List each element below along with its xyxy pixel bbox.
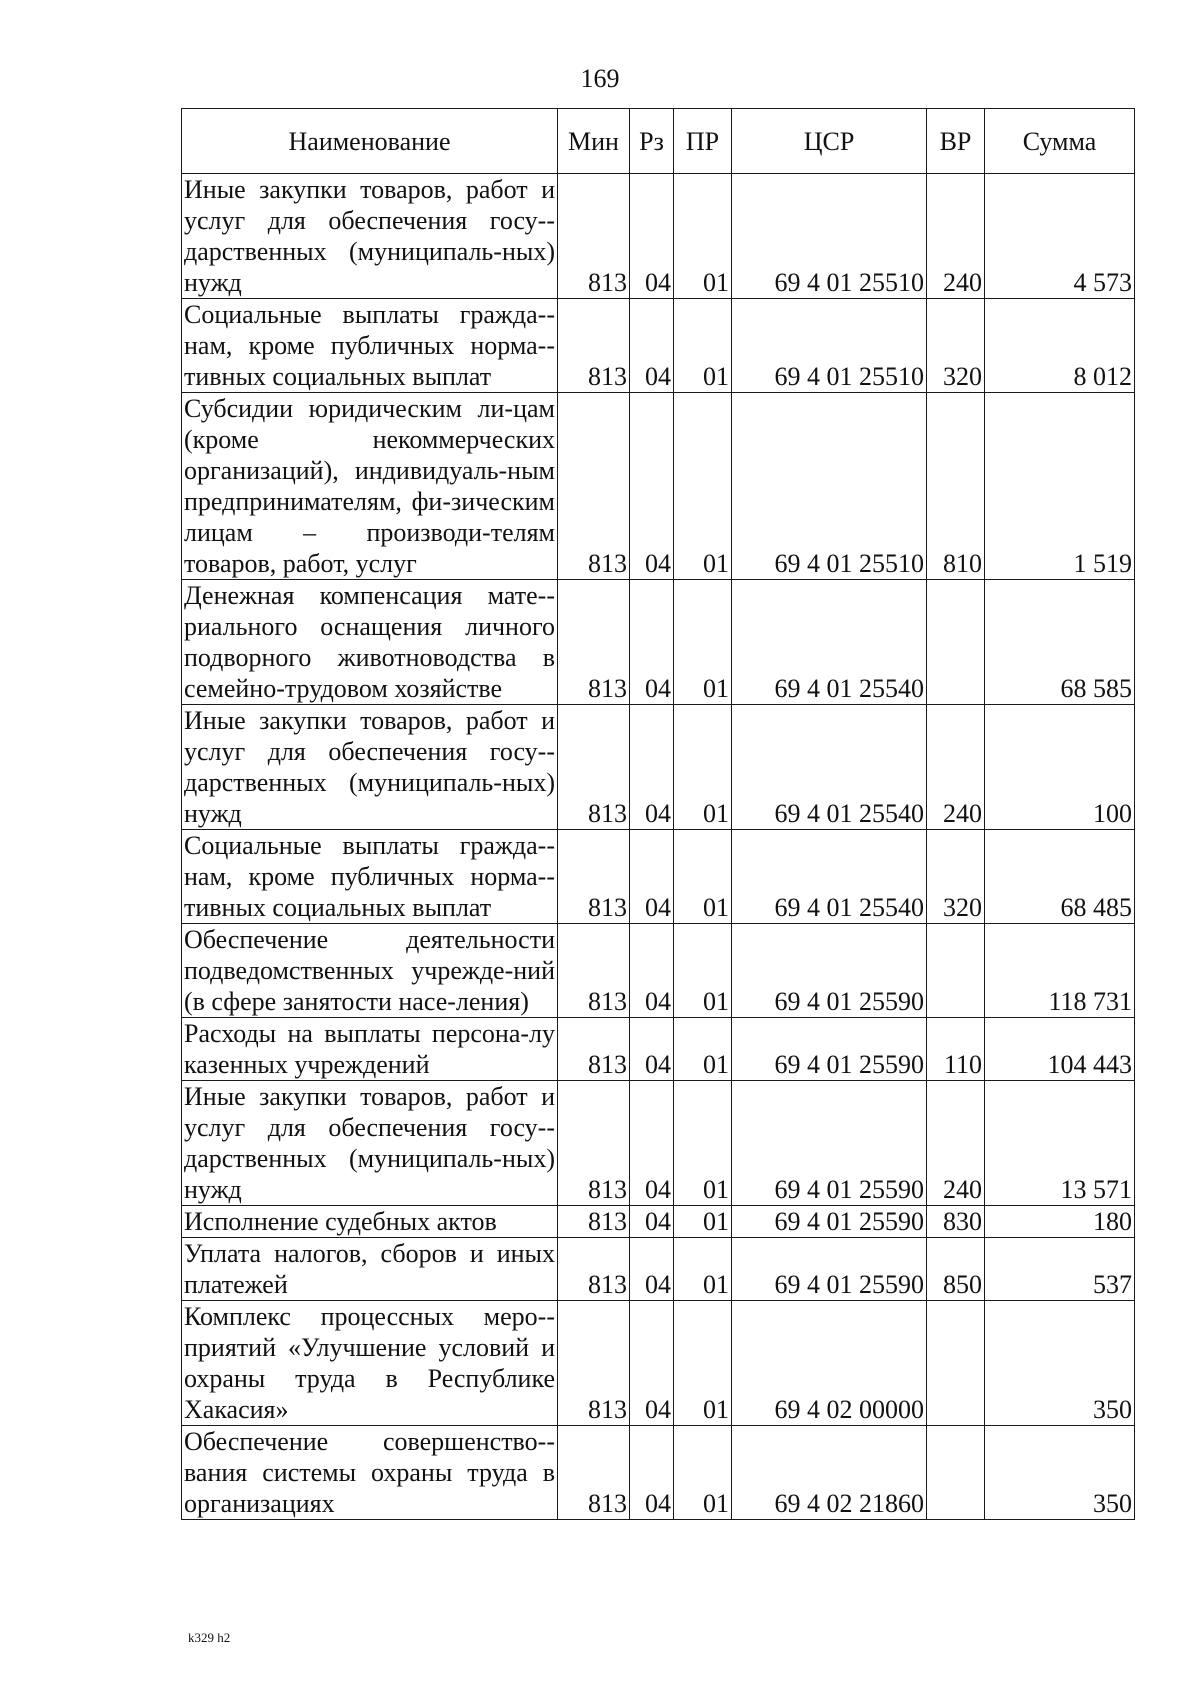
cell-csr: 69 4 01 25590	[732, 1018, 927, 1081]
cell-csr: 69 4 01 25510	[732, 299, 927, 393]
header-pr: ПР	[674, 109, 732, 174]
cell-csr: 69 4 01 25540	[732, 705, 927, 830]
cell-vr: 240	[927, 1081, 985, 1206]
cell-name: Социальные выплаты гражда-нам, кроме публичных норма-тивных социальных выплат	[182, 299, 558, 393]
cell-min: 813	[558, 1081, 630, 1206]
cell-pr: 01	[674, 1206, 732, 1238]
cell-vr	[927, 1426, 985, 1520]
cell-rz: 04	[630, 580, 674, 705]
cell-sum: 4 573	[985, 174, 1135, 299]
cell-sum: 68 485	[985, 830, 1135, 924]
header-min: Мин	[558, 109, 630, 174]
cell-min: 813	[558, 1426, 630, 1520]
cell-name: Исполнение судебных актов	[182, 1206, 558, 1238]
cell-pr: 01	[674, 830, 732, 924]
table-row	[182, 1081, 1135, 1206]
cell-pr: 01	[674, 924, 732, 1018]
cell-rz: 04	[630, 1018, 674, 1081]
cell-rz: 04	[630, 924, 674, 1018]
cell-vr: 810	[927, 393, 985, 580]
cell-name: Уплата налогов, сборов и иных платежей	[182, 1238, 558, 1301]
cell-name: Иные закупки товаров, работ и услуг для обеспечения госу-дарственных (муниципаль-ных) нужд	[182, 1081, 558, 1206]
cell-min: 813	[558, 1018, 630, 1081]
cell-name: Иные закупки товаров, работ и услуг для обеспечения госу-дарственных (муниципаль-ных) нужд	[182, 174, 558, 299]
cell-rz: 04	[630, 174, 674, 299]
cell-name: Обеспечение совершенство-вания системы охраны труда в организациях	[182, 1426, 558, 1520]
cell-rz: 04	[630, 393, 674, 580]
cell-csr: 69 4 01 25540	[732, 830, 927, 924]
cell-sum: 100	[985, 705, 1135, 830]
table-row	[182, 299, 1135, 393]
cell-min: 813	[558, 174, 630, 299]
cell-sum: 537	[985, 1238, 1135, 1301]
cell-vr: 830	[927, 1206, 985, 1238]
cell-rz: 04	[630, 1301, 674, 1426]
cell-pr: 01	[674, 174, 732, 299]
table-row	[182, 1301, 1135, 1426]
cell-rz: 04	[630, 1206, 674, 1238]
cell-min: 813	[558, 830, 630, 924]
cell-csr: 69 4 01 25590	[732, 924, 927, 1018]
cell-rz: 04	[630, 299, 674, 393]
cell-name: Социальные выплаты гражда-нам, кроме публичных норма-тивных социальных выплат	[182, 830, 558, 924]
cell-vr: 850	[927, 1238, 985, 1301]
cell-min: 813	[558, 1238, 630, 1301]
table-row	[182, 580, 1135, 705]
cell-pr: 01	[674, 1018, 732, 1081]
cell-min: 813	[558, 705, 630, 830]
table-body	[182, 174, 1135, 1520]
header-csr: ЦСР	[732, 109, 927, 174]
cell-csr: 69 4 01 25590	[732, 1206, 927, 1238]
cell-name: Иные закупки товаров, работ и услуг для обеспечения госу-дарственных (муниципаль-ных) нужд	[182, 705, 558, 830]
cell-min: 813	[558, 1301, 630, 1426]
cell-name: Обеспечение деятельности подведомственных учрежде-ний (в сфере занятости насе-ления)	[182, 924, 558, 1018]
cell-rz: 04	[630, 830, 674, 924]
cell-pr: 01	[674, 705, 732, 830]
cell-csr: 69 4 01 25510	[732, 174, 927, 299]
table-row	[182, 705, 1135, 830]
cell-pr: 01	[674, 1301, 732, 1426]
cell-sum: 1 519	[985, 393, 1135, 580]
cell-pr: 01	[674, 1238, 732, 1301]
cell-sum: 350	[985, 1301, 1135, 1426]
cell-rz: 04	[630, 705, 674, 830]
cell-vr: 110	[927, 1018, 985, 1081]
cell-vr	[927, 1301, 985, 1426]
cell-name: Субсидии юридическим ли-цам (кроме некоммерческих организаций), индивидуаль-ным предпринимателям, фи-зическим лицам – производи-телям товаров, работ, услуг	[182, 393, 558, 580]
cell-rz: 04	[630, 1426, 674, 1520]
cell-min: 813	[558, 924, 630, 1018]
table-row	[182, 174, 1135, 299]
cell-sum: 8 012	[985, 299, 1135, 393]
cell-pr: 01	[674, 299, 732, 393]
cell-pr: 01	[674, 580, 732, 705]
cell-sum: 13 571	[985, 1081, 1135, 1206]
cell-vr: 320	[927, 830, 985, 924]
table-row	[182, 924, 1135, 1018]
cell-pr: 01	[674, 1081, 732, 1206]
table-row	[182, 830, 1135, 924]
cell-sum: 104 443	[985, 1018, 1135, 1081]
cell-rz: 04	[630, 1238, 674, 1301]
cell-vr: 240	[927, 705, 985, 830]
header-vr: ВР	[927, 109, 985, 174]
footer-code: k329 h2	[188, 1630, 231, 1645]
table-row	[182, 1426, 1135, 1520]
cell-vr	[927, 580, 985, 705]
cell-min: 813	[558, 299, 630, 393]
header-name: Наименование	[182, 109, 558, 174]
cell-min: 813	[558, 1206, 630, 1238]
cell-pr: 01	[674, 393, 732, 580]
table-header-row	[182, 109, 1135, 174]
cell-min: 813	[558, 393, 630, 580]
cell-name: Комплекс процессных меро-приятий «Улучшение условий и охраны труда в Республике Хакасия»	[182, 1301, 558, 1426]
cell-sum: 68 585	[985, 580, 1135, 705]
cell-pr: 01	[674, 1426, 732, 1520]
cell-csr: 69 4 01 25590	[732, 1081, 927, 1206]
cell-name: Денежная компенсация мате-риального оснащения личного подворного животноводства в семейно-трудовом хозяйстве	[182, 580, 558, 705]
table-row	[182, 1238, 1135, 1301]
cell-name: Расходы на выплаты персона-лу казенных учреждений	[182, 1018, 558, 1081]
cell-csr: 69 4 01 25540	[732, 580, 927, 705]
cell-rz: 04	[630, 1081, 674, 1206]
cell-sum: 118 731	[985, 924, 1135, 1018]
cell-vr: 320	[927, 299, 985, 393]
budget-table	[181, 108, 1135, 1520]
cell-csr: 69 4 02 21860	[732, 1426, 927, 1520]
cell-csr: 69 4 01 25590	[732, 1238, 927, 1301]
cell-sum: 180	[985, 1206, 1135, 1238]
cell-vr	[927, 924, 985, 1018]
table-row	[182, 393, 1135, 580]
cell-min: 813	[558, 580, 630, 705]
cell-csr: 69 4 02 00000	[732, 1301, 927, 1426]
table-row	[182, 1206, 1135, 1238]
table-row	[182, 1018, 1135, 1081]
header-rz: Рз	[630, 109, 674, 174]
cell-sum: 350	[985, 1426, 1135, 1520]
page-number: 169	[580, 64, 620, 93]
cell-csr: 69 4 01 25510	[732, 393, 927, 580]
cell-vr: 240	[927, 174, 985, 299]
header-sum: Сумма	[985, 109, 1135, 174]
